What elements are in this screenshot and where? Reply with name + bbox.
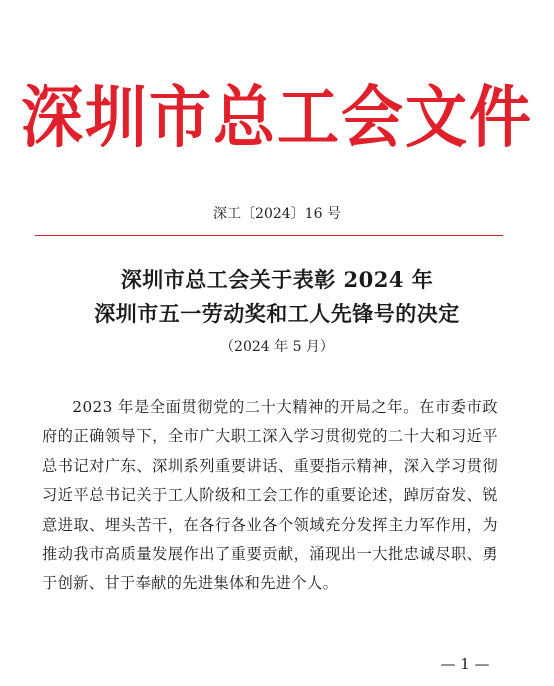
- page-number: — 1 —: [440, 655, 490, 673]
- masthead-title: 深圳市总工会文件: [20, 78, 533, 157]
- body-paragraph: 2023 年是全面贯彻党的二十大精神的开局之年。在市委市政府的正确领导下，全市广大职工深入学习贯彻党的二十大和习近平总书记对广东、深圳系列重要讲话、重要指示精神，深入学习贯彻习近平总书记关于工人阶级和工会工作的重要论述，踔厉奋发、锐意进取、埋头苦干，在各行各业各个领域充分发挥主力军作用，为推动我市高质量发展作出了重要贡献，涌现出一大批忠诚尽职、勇于创新、甘于奉献的先进集体和先进个人。: [42, 398, 498, 593]
- document-title-line-2: 深圳市五一劳动奖和工人先锋号的决定: [94, 301, 460, 326]
- document-title-line-1: 深圳市总工会关于表彰 2024 年: [120, 267, 434, 292]
- document-number: 深工〔2024〕16 号: [213, 206, 341, 222]
- red-divider-line: [35, 235, 503, 236]
- document-date: （2024 年 5 月）: [220, 339, 334, 355]
